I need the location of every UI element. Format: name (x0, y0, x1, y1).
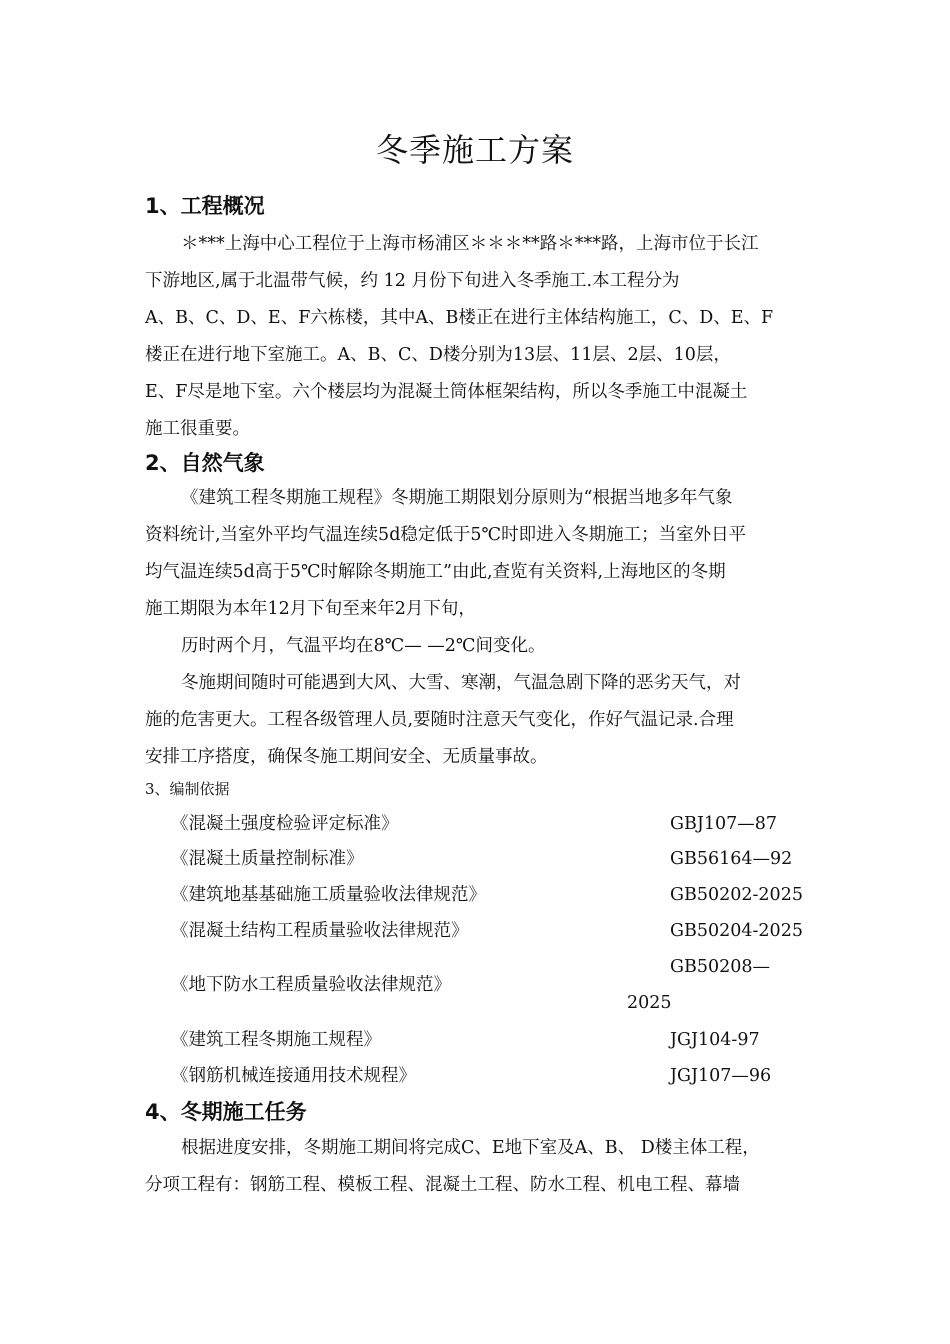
body-line: 楼正在进行地下室施工。A、B、C、D楼分别为13层、11层、2层、10层， (145, 345, 731, 365)
section-2-body (145, 480, 810, 776)
reference-title: 《地下防水工程质量验收法律规范》 (171, 975, 451, 995)
body-line: 根据进度安排，冬期施工期间将完成C、E地下室及A、B、 D楼主体工程， (181, 1138, 760, 1158)
section-2-heading: 2、自然气象 (145, 451, 265, 475)
body-line: 冬施期间随时可能遇到大风、大雪、寒潮，气温急剧下降的恶劣天气，对 (181, 673, 741, 693)
reference-title: 《建筑工程冬期施工规程》 (171, 1030, 381, 1050)
body-line: A、B、C、D、E、F六栋楼，其中A、B楼正在进行主体结构施工，C、D、E、F (145, 308, 774, 328)
body-line: 安排工序搭度，确保冬施工期间安全、无质量事故。 (145, 747, 548, 767)
body-line: 施工很重要。 (145, 419, 250, 439)
body-line: 资料统计,当室外平均气温连续5d稳定低于5℃时即进入冬期施工；当室外日平 (145, 525, 747, 545)
body-line: 施工期限为本年12月下旬至来年2月下旬， (145, 599, 476, 619)
reference-title: 《混凝土质量控制标准》 (171, 849, 364, 869)
section-1-body (145, 226, 810, 448)
body-line: 分项工程有：钢筋工程、模板工程、混凝土工程、防水工程、机电工程、幕墙 (145, 1175, 740, 1195)
section-4-body (145, 1130, 810, 1204)
section-3-heading: 3、编制依据 (145, 780, 230, 798)
reference-code: GB50202-2025 (670, 885, 803, 905)
body-line: 《建筑工程冬期施工规程》冬期施工期限划分原则为“根据当地多年气象 (181, 488, 733, 508)
reference-code: GB50208— (670, 957, 771, 977)
reference-code: JGJ107—96 (670, 1066, 772, 1086)
document-title: 冬季施工方案 (375, 131, 574, 169)
reference-code: JGJ104-97 (670, 1030, 760, 1050)
section-1-heading: 1、工程概况 (145, 194, 265, 218)
reference-title: 《钢筋机械连接通用技术规程》 (171, 1066, 416, 1086)
body-line: E、F尽是地下室。六个楼层均为混凝土筒体框架结构，所以冬季施工中混凝土 (145, 382, 748, 402)
reference-code: GB50204-2025 (670, 921, 803, 941)
reference-title: 《混凝土结构工程质量验收法律规范》 (171, 921, 469, 941)
reference-title: 《混凝土强度检验评定标准》 (171, 814, 399, 834)
body-line: ＊***上海中心工程位于上海市杨浦区＊＊＊**路＊***路，上海市位于长江 (181, 234, 759, 254)
body-line: 历时两个月，气温平均在8℃— —2℃间变化。 (181, 636, 546, 656)
body-line: 均气温连续5d高于5℃时解除冬期施工”由此,查览有关资料,上海地区的冬期 (145, 562, 726, 582)
body-line: 下游地区,属于北温带气候，约 12 月份下旬进入冬季施工.本工程分为 (145, 271, 680, 291)
section-4-heading: 4、冬期施工任务 (145, 1100, 307, 1124)
reference-code: GB56164—92 (670, 849, 793, 869)
reference-code-continued: 2025 (627, 993, 672, 1013)
reference-code: GBJ107—87 (670, 814, 778, 834)
reference-title: 《建筑地基基础施工质量验收法律规范》 (171, 885, 486, 905)
body-line: 施的危害更大。工程各级管理人员,要随时注意天气变化，作好气温记录.合理 (145, 710, 734, 730)
